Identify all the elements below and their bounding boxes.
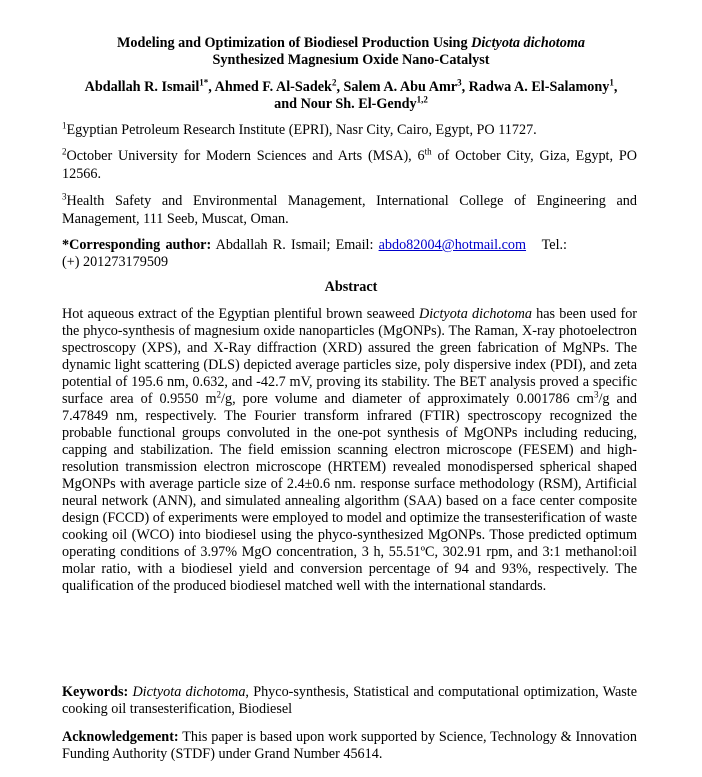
author-list: Abdallah R. Ismail$^{1*}$, Ahmed F. Al-Sadek$^2$, Salem A. Abu Amr$^3$, Radwa A. El-Salamony$^1$, and Nour Sh. El-Gendy$^{1,2}$ (84, 77, 618, 112)
tel-number: (+) 201273179509 (62, 254, 169, 270)
author-affiliation-mark: 1,2 (416, 94, 428, 105)
keyword-species: Dictyota dichotoma (132, 684, 246, 700)
author-name: Ahmed F. Al-Sadek (214, 79, 332, 95)
abstract-heading: Abstract (324, 279, 378, 295)
abstract-text: has been used for the phyco-synthesis of magnesium oxide nanoparticles (MgONPs). The Raman, X-ray photoelectron spectroscopy (XPS), and X-Ray diffraction (XRD) assured the green fabrication of MgNPs. The dynamic light scattering (DLS) depicted average particles size, poly dispersive index (PDI), and zeta potential of 195.6 nm, 0.632, and -42.7 mV, proving its stability. The BET analysis proved a specific surface area of 0.9550 m (62, 306, 638, 407)
corresponding-author (62, 237, 637, 271)
keywords-label: Keywords: (62, 684, 129, 700)
abstract-text: /g and 7.47849 nm, respectively. The Fourier transform infrared (FTIR) spectroscopy recognized the probable functional groups convoluted in the one-pot synthesis of MgONPs including reducing, capping and stabilization. The field emission scanning electron microscope (FESEM) and high-resolution transmission electron microscope (HRTEM) revealed monodispersed spherical shaped MgONPs with average particle size of 2.4±0.6 nm. response surface methodology (RSM), Artificial neural network (ANN), and simulated annealing algorithm (SAA) based on a face center composite design (FCCD) of experiments were employed to model and optimize the transesterification of waste cooking oil (WCO) into biodiesel using the phyco-synthesized MgONPs. Those predicted optimum operating conditions of 3.97% MgO concentration, 3 h, 55.51ºC, 302.91 rpm, and 3:1 methanol:oil molar ratio, with a biodiesel yield and conversion percentage of 94 and 93%, respectively. The qualification of the produced biodiesel matched well with the international standards. (62, 391, 637, 594)
author-affiliation-mark: 1 (609, 77, 614, 88)
affiliation-text: October University for Modern Sciences and Arts (MSA), 6 (66, 148, 425, 164)
affiliation-text: Egyptian Petroleum Research Institute (EPRI), Nasr City, Cairo, Egypt, PO 11727. (66, 122, 537, 138)
affiliation-mark: 2 (62, 146, 67, 157)
affiliation-text: of October City, Giza, Egypt, PO 12566. (62, 148, 637, 182)
author-separator: , (208, 79, 215, 95)
title-species: Dictyota dichotoma (471, 35, 585, 51)
author-affiliation-mark: 2 (331, 77, 337, 88)
affiliation-3 (62, 192, 637, 228)
author-name: Nour Sh. El-Gendy (300, 96, 417, 112)
keywords-text: , Phyco-synthesis, Statistical and computational optimization, Waste cooking oil transesterification, Biodiesel (62, 684, 638, 717)
acknowledgement-label: Acknowledgement: (62, 729, 179, 745)
corresponding-label: *Corresponding author: (62, 237, 212, 253)
affiliation-2 (62, 147, 637, 183)
author-name: Abdallah R. Ismail (84, 79, 200, 95)
email-link[interactable]: abdo82004@hotmail.com (378, 237, 527, 253)
title-line2: Synthesized Magnesium Oxide Nano-Catalyst (212, 52, 490, 68)
tel-label: Tel.: (541, 237, 567, 253)
keywords (62, 684, 637, 718)
affiliation-mark: 3 (62, 191, 67, 202)
acknowledgement-text: This paper is based upon work supported by Science, Technology & Innovation Funding Authority (STDF) under Grand Number 45614. (62, 729, 637, 762)
abstract-body (62, 306, 637, 595)
author-separator: , (336, 79, 344, 95)
acknowledgement (62, 729, 637, 763)
affiliation-text: Health Safety and Environmental Management, International College of Engineering and Management, 111 Seeb, Muscat, Oman. (62, 193, 637, 227)
author-name: Salem A. Abu Amr (343, 79, 458, 95)
unit-exponent: 3 (593, 389, 599, 400)
abstract-text: Hot aqueous extract of the Egyptian plentiful brown seaweed (62, 306, 419, 322)
author-affiliation-mark: 1* (199, 77, 209, 88)
affiliation-mark: 1 (62, 120, 67, 131)
author-affiliation-mark: 3 (457, 77, 462, 88)
corresponding-text: Abdallah R. Ismail; Email: (211, 237, 379, 253)
author-and: and (274, 96, 301, 112)
abstract-text: /g, pore volume and diameter of approximately 0.001786 cm (221, 391, 594, 407)
author-name: Radwa A. El-Salamony (468, 79, 610, 95)
author-separator: , (461, 79, 469, 95)
ordinal-suffix: th (424, 146, 432, 157)
title-part1: Modeling and Optimization of Biodiesel Production Using (117, 35, 468, 51)
abstract-species: Dictyota dichotoma (418, 306, 532, 322)
unit-exponent: 2 (216, 389, 222, 400)
paper-title (40, 35, 662, 69)
affiliation-1 (62, 121, 637, 139)
